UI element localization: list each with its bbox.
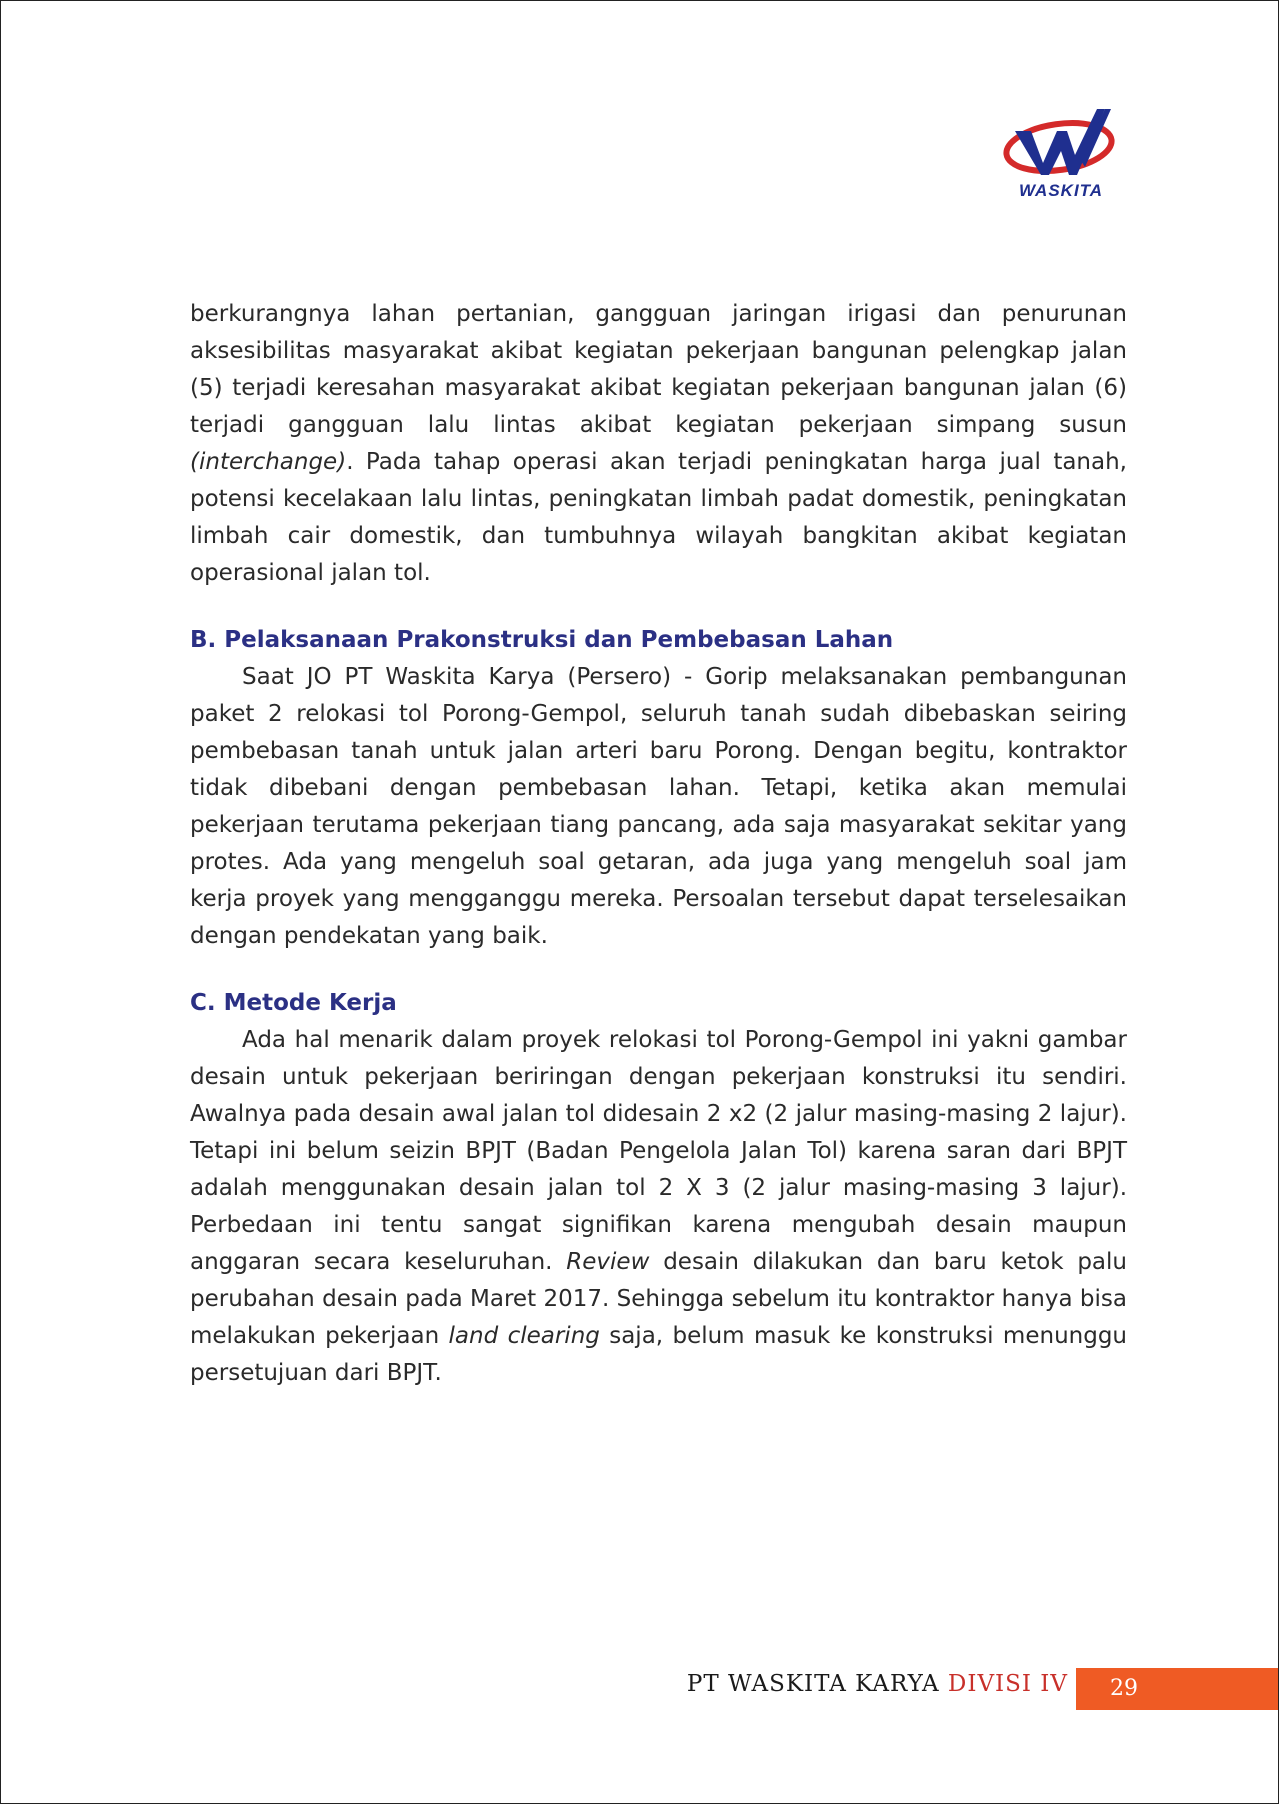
text-run: Ada hal menarik dalam proyek relokasi tol Porong-Gempol ini yakni gambar desain untuk pekerjaan beriringan dengan pekerjaan konstruksi itu sendiri. Awalnya pada desain awal jalan tol didesain 2 x2 (2 jalur masing-masing 2 lajur). Tetapi ini belum seizin BPJT (Badan Pengelola Jalan Tol) karena saran dari BPJT adalah menggunakan desain jalan tol 2 X 3 (2 jalur masing-masing 3 lajur). Perbedaan ini tentu sangat signifikan karena mengubah desain maupun anggaran secara keseluruhan. [190,1027,1127,1275]
page-number: 29 [1110,1676,1138,1701]
paragraph-land-acquisition [190,659,1127,955]
page-number-box [1076,1668,1278,1710]
text-run: desain dilakukan dan baru ketok palu perubahan desain pada Maret 2017. Sehingga sebelum itu kontraktor hanya bisa melakukan pekerjaan [190,1249,1127,1349]
italic-text: Review [566,1249,650,1275]
footer-company: PT WASKITA KARYA [686,1671,948,1697]
waskita-logo-mark-icon [1001,105,1121,185]
paragraph-impacts [190,296,1127,592]
logo-wordmark: WASKITA [1018,181,1104,200]
text-run: Saat JO PT Waskita Karya (Persero) - Gorip melaksanakan pembangunan paket 2 relokasi tol Porong-Gempol, seluruh tanah sudah dibebaskan seiring pembebasan tanah untuk jalan arteri baru Porong. Dengan begitu, kontraktor tidak dibebani dengan pembebasan lahan. Tetapi, ketika akan memulai pekerjaan terutama pekerjaan tiang pancang, ada saja masyarakat sekitar yang protes. Ada yang mengeluh soal getaran, ada juga yang mengeluh soal jam kerja proyek yang mengganggu mereka. Persoalan tersebut dapat terselesaikan dengan pendekatan yang baik. [190,664,1127,949]
text-run: berkurangnya lahan pertanian, gangguan jaringan irigasi dan penurunan aksesibilitas masyarakat akibat kegiatan pekerjaan bangunan pelengkap jalan (5) terjadi keresahan masyarakat akibat kegiatan pekerjaan bangunan jalan (6) terjadi gangguan lalu lintas akibat kegiatan pekerjaan simpang susun [190,301,1127,438]
section-heading-b: B. Pelaksanaan Prakonstruksi dan Pembebasan Lahan [190,627,894,653]
italic-text: (interchange) [190,449,347,475]
text-run: . Pada tahap operasi akan terjadi peningkatan harga jual tanah, potensi kecelakaan lalu lintas, peningkatan limbah padat domestik, peningkatan limbah cair domestik, dan tumbuhnya wilayah bangkitan akibat kegiatan operasional jalan tol. [190,449,1127,586]
italic-text: land clearing [448,1323,600,1349]
paragraph-work-method [190,1022,1127,1392]
footer-division: DIVISI IV [947,1671,1068,1697]
waskita-logo [1001,105,1121,201]
text-run: saja, belum masuk ke konstruksi menunggu persetujuan dari BPJT. [190,1323,1127,1386]
section-heading-c: C. Metode Kerja [190,990,397,1016]
footer-company-name [687,1671,1068,1697]
article-body [190,296,1127,1392]
